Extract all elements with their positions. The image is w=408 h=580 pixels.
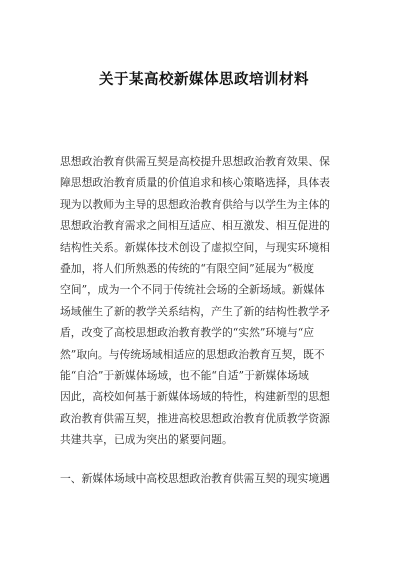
paragraph-line: 空间”，成为一个不同于传统社会场的全新场域。新媒体 — [60, 283, 325, 297]
paragraph-line: 障思想政治教育质量的价值追求和核心策略选择，具体表 — [60, 176, 330, 190]
document-title: 关于某高校新媒体思政培训材料 — [99, 72, 309, 88]
paragraph-line: 结构性关系。新媒体技术创设了虚拟空间，与现实环境相 — [60, 240, 330, 254]
paragraph-line: 思想政治教育供需互契是高校提升思想政治教育效果、保 — [60, 155, 330, 168]
paragraph-line: 能“自洽”于新媒体场域，也不能“自适”于新媒体场域 — [60, 368, 309, 382]
paragraph-line: 然”取向。与传统场域相适应的思想政治教育互契，既不 — [60, 347, 325, 361]
paragraph-line: 场域催生了新的教学关系结构，产生了新的结构性教学矛 — [60, 304, 330, 318]
paragraph-line: 现为以教师为主导的思想政治教育供给与以学生为主体的 — [60, 197, 330, 211]
paragraph-line: 共建共享，已成为突出的紧要问题。 — [60, 433, 233, 447]
intro-paragraph — [60, 151, 350, 450]
paragraph-line: 盾，改变了高校思想政治教育教学的“实然”环境与“应 — [60, 326, 315, 340]
paragraph-line: 政治教育供需互契，推进高校思想政治教育优质教学资源 — [60, 411, 330, 425]
section-heading: 一、新媒体场域中高校思想政治教育供需互契的现实境遇 — [60, 472, 330, 485]
paragraph-line: 因此，高校如何基于新媒体场域的特性，构建新型的思想 — [60, 390, 330, 404]
paragraph-line: 叠加，将人们所熟悉的传统的“有限空间”延展为“极度 — [60, 261, 315, 275]
paragraph-line: 思想政治教育需求之间相互适应、相互激发、相互促进的 — [60, 219, 330, 233]
